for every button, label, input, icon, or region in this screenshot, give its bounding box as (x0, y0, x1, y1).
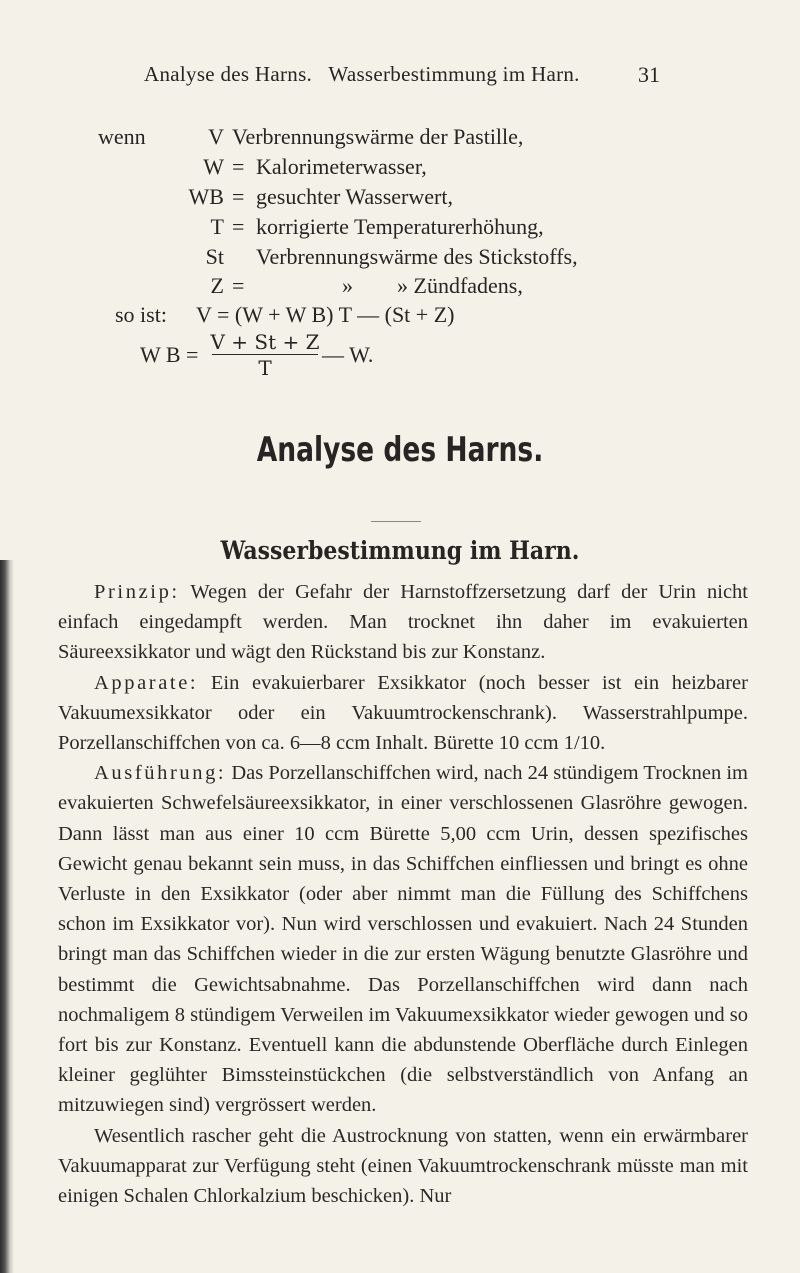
definition-symbol: Z (210, 273, 224, 298)
running-title: Analyse des Harns. Wasserbestimmung im Harn. (144, 62, 580, 86)
page-number: 31 (638, 62, 660, 87)
fraction-value: 1/10 (563, 732, 601, 755)
definition-equals: = (232, 273, 245, 298)
definition-equals: = (232, 214, 245, 239)
paragraph-text: Ein evakuierbarer Exsikkator (noch besser ist ein heizbarer Vakuumexsikkator oder ein Vakuumtrockenschrank). Wasserstrahlpumpe. Porzellanschiffchen von ca. 6—8 ccm Inhalt. Bürette 10 ccm (58, 671, 748, 755)
definition-equals: = (232, 154, 245, 179)
fraction-bar (212, 354, 318, 355)
paragraph-note (58, 1121, 748, 1212)
running-header (0, 62, 800, 102)
paragraph-label: Prinzip: (94, 581, 180, 603)
definition-symbol: WB (188, 184, 224, 209)
paragraph-label: Apparate: (94, 671, 199, 694)
paragraph-apparatus (58, 668, 748, 759)
equation-1: V = (W + W B) T — (St + Z) (196, 302, 455, 327)
subsection-title: Wasserbestimmung im Harn. (220, 536, 580, 565)
definition-text: Kalorimeterwasser, (256, 154, 427, 179)
so-ist-label: so ist: (115, 302, 167, 327)
definition-text: Verbrennungswärme der Pastille, (232, 124, 524, 149)
paragraph-label: Ausführung: (94, 762, 227, 785)
definition-symbol: T (210, 214, 224, 239)
equation-2-rest: — W. (322, 342, 374, 367)
section-title: Analyse des Harns. (256, 430, 544, 470)
definition-row (98, 124, 146, 150)
equation-2-numerator: V + St + Z (210, 330, 320, 354)
paragraph-end: . (600, 732, 606, 755)
paragraph-procedure (58, 758, 748, 1120)
definition-text: Verbrennungswärme des Stickstoffs, (256, 244, 578, 269)
equation-line (115, 302, 167, 328)
definition-equals: = (232, 184, 245, 209)
paragraph-principle (58, 577, 748, 668)
equation-2-lhs: W B = (140, 342, 199, 367)
definition-text: gesuchter Wasserwert, (256, 184, 453, 209)
definition-text: » » Zündfadens, (342, 273, 523, 298)
definition-symbol: St (205, 244, 224, 269)
title-divider (371, 521, 421, 522)
equation-2-denominator: T (258, 356, 272, 380)
paragraph-text: Das Porzellanschiffchen wird, nach 24 stündigem Trocknen im evakuierten Schwefelsäureexsikkator, in einer verschlossenen Glasröhre gewogen. Dann lässt man aus einer 10 ccm Bürette 5,00 ccm Urin, dessen spezifisches Gewicht genau bekannt sein muss, in das Schiffchen einfliessen und bringt es ohne Verluste in den Exsikkator (oder aber nimmt man die Füllung des Schiffchens schon im Exsikkator vor). Nun wird verschlossen und evakuiert. Nach 24 Stunden bringt man das Schiffchen wieder in die zur ersten Wägung benutzte Glasröhre und bestimmt die Gewichtsabnahme. Das Porzellanschiffchen wird dann nach nochmaligem 8 stündigem Verweilen im Vakuumexsikkator wieder gewogen und so fort bis zur Konstanz. Eventuell kann die abdunstende Oberfläche durch Einlegen kleiner geglühter Bimssteinstückchen (die selbstverständlich von Anfang an mitzuwiegen sind) vergrössert werden. (58, 762, 748, 1117)
definition-intro: wenn (98, 124, 146, 149)
paragraph-text: Wegen der Gefahr der Harnstoffzersetzung darf der Urin nicht einfach eingedampft werden. Man trocknet ihn daher im evakuierten Säureexsikkator und wägt den Rückstand bis zur Konstanz. (58, 581, 748, 664)
binding-shadow (0, 560, 14, 1273)
definition-symbol: V (208, 124, 224, 149)
paragraph-text: Wesentlich rascher geht die Austrocknung von statten, wenn ein erwärmbarer Vakuumapparat zur Verfügung steht (einen Vakuumtrockenschrank müsste man mit einigen Schalen Chlorkalzium beschicken). Nur (58, 1124, 748, 1208)
definition-text: korrigierte Temperaturerhöhung, (256, 214, 544, 239)
definition-symbol: W (203, 154, 224, 179)
body-text (58, 577, 748, 1211)
